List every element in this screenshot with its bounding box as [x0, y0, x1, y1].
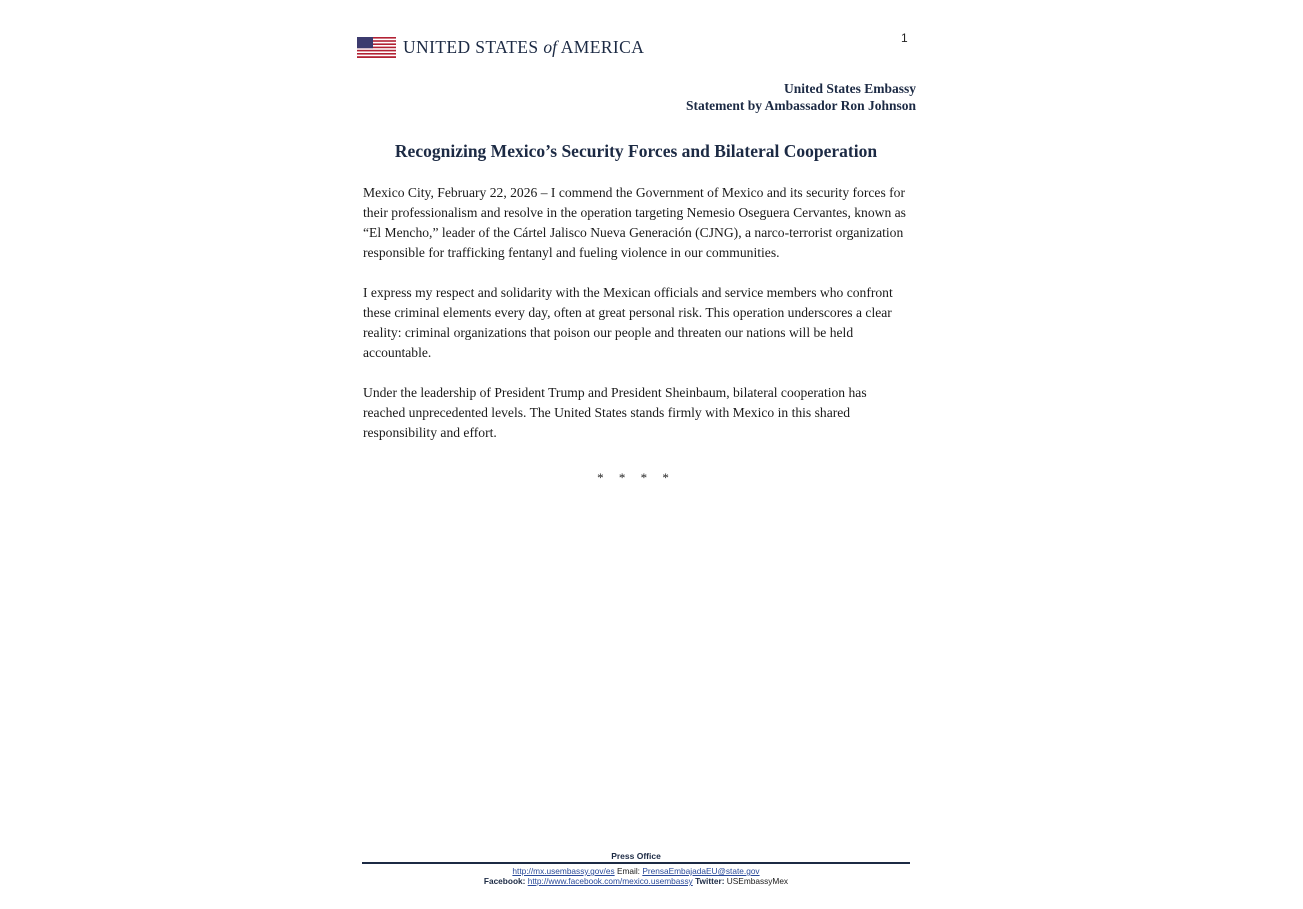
footer-contact-line	[362, 866, 910, 876]
document-title: Recognizing Mexico’s Security Forces and Bilateral Cooperation	[394, 141, 878, 161]
sender-block	[686, 80, 916, 114]
sender-line-2: Statement by Ambassador Ron Johnson	[685, 98, 916, 113]
footer	[362, 851, 910, 886]
letterhead	[357, 37, 644, 58]
facebook-label: Facebook:	[483, 876, 526, 886]
footer-social-line	[362, 876, 910, 886]
press-office-label: Press Office	[611, 851, 661, 861]
us-flag-icon	[357, 37, 396, 58]
paragraph-3: Under the leadership of President Trump and President Sheinbaum, bilateral cooperation has reached unprecedented levels. The United States stands firmly with Mexico in this shared responsibility and effort.	[363, 385, 867, 440]
twitter-label: Twitter:	[695, 876, 725, 886]
letterhead-title: UNITED STATES of AMERICA	[403, 37, 645, 57]
end-separator: * * * *	[597, 470, 675, 485]
statement-body	[363, 183, 911, 463]
footer-rule	[362, 862, 910, 864]
page-number: 1	[901, 31, 908, 45]
website-link[interactable]: http://mx.usembassy.gov/es	[512, 866, 615, 876]
email-link[interactable]: PrensaEmbajadaEU@state.gov	[642, 866, 760, 876]
facebook-link[interactable]: http://www.facebook.com/mexico.usembassy	[527, 876, 693, 886]
twitter-handle: USEmbassyMex	[726, 876, 789, 886]
sender-line-1: United States Embassy	[783, 81, 916, 96]
paragraph-1: Mexico City, February 22, 2026 – I commend the Government of Mexico and its security forces for their professionalism and resolve in the operation targeting Nemesio Oseguera Cervantes, known as “El Mencho,” leader of the Cártel Jalisco Nueva Generación (CJNG), a narco-terrorist organization responsible for trafficking fentanyl and fueling violence in our communities.	[363, 185, 906, 260]
email-label: Email:	[616, 866, 640, 876]
paragraph-2: I express my respect and solidarity with the Mexican officials and service members who confront these criminal elements every day, often at great personal risk. This operation underscores a clear reality: criminal organizations that poison our people and threaten our nations will be held accountable.	[363, 285, 893, 360]
